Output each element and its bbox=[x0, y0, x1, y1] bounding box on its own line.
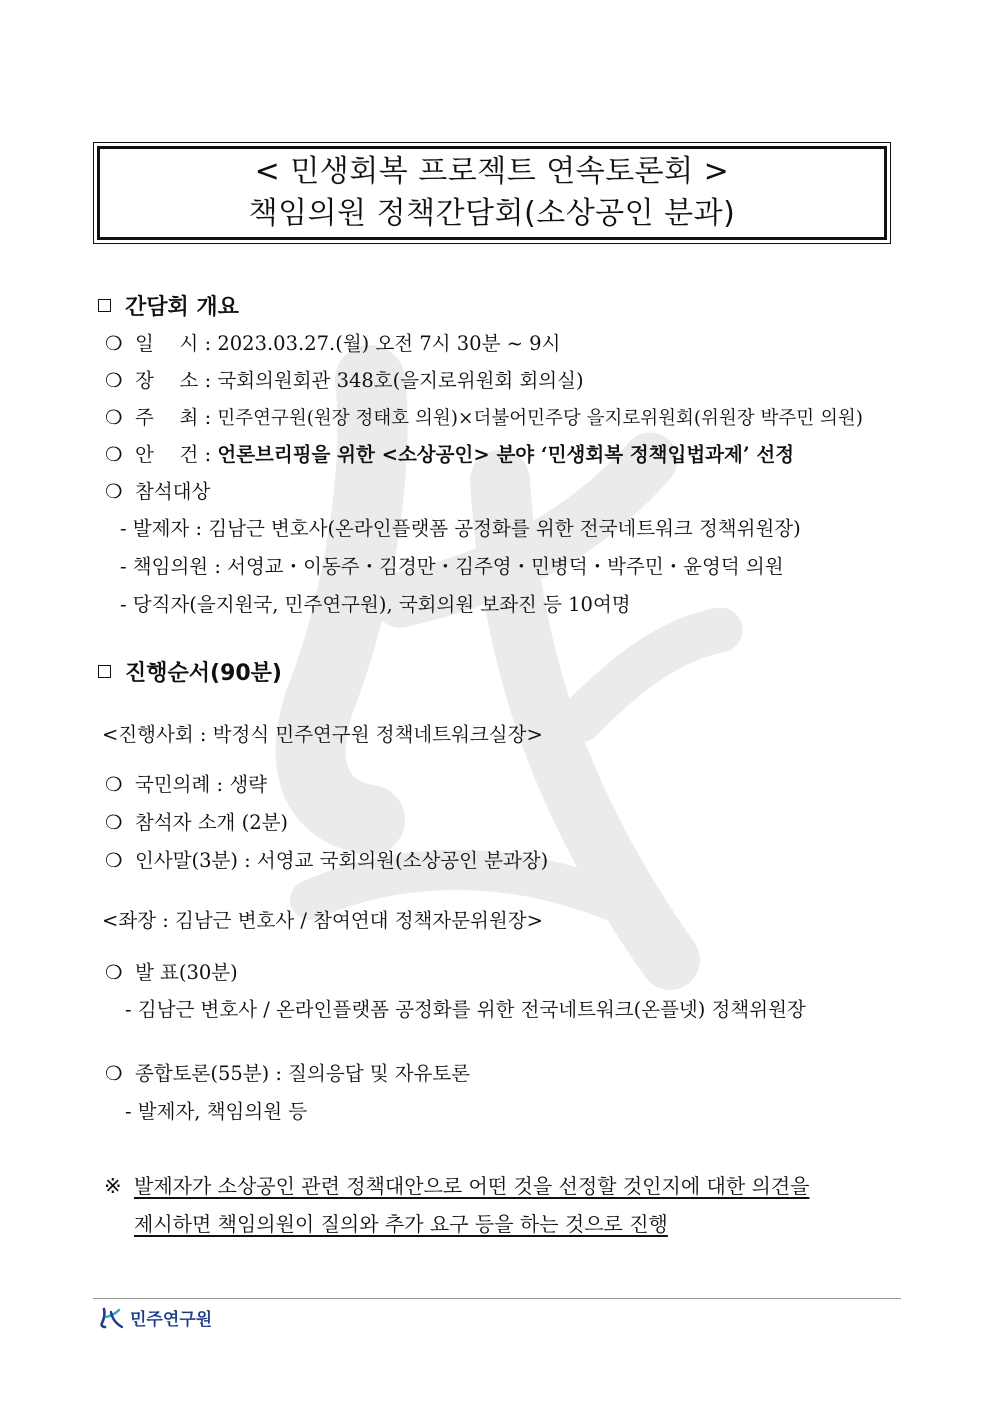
attendees-presenter: - 발제자 : 김남근 변호사(온라인플랫폼 공정화를 위한 전국네트워크 정책위원장) bbox=[120, 517, 801, 540]
attendees-lawmakers: - 책임의원 : 서영교・이동주・김경만・김주영・민병덕・박주민・윤영덕 의원 bbox=[120, 555, 784, 578]
note-line-1 bbox=[104, 1172, 809, 1200]
program-item-intro bbox=[105, 810, 288, 836]
note-mark: ※ bbox=[104, 1174, 122, 1198]
colon: : bbox=[204, 406, 212, 429]
org-name: 민주연구원 bbox=[130, 1310, 213, 1330]
circle-bullet-icon: ❍ bbox=[105, 332, 123, 355]
circle-bullet-icon: ❍ bbox=[105, 811, 123, 834]
colon: : bbox=[204, 332, 212, 355]
program-moderator: <진행사회 : 박정식 민주연구원 정책네트워크실장> bbox=[102, 723, 543, 746]
program-item-text: 인사말(3분) : 서영교 국회의원(소상공인 분과장) bbox=[135, 849, 549, 872]
date-value: 2023.03.27.(월) 오전 7시 30분 ~ 9시 bbox=[217, 332, 561, 355]
program-item-discussion bbox=[105, 1061, 470, 1087]
overview-host-row bbox=[105, 405, 863, 432]
title-line-1: < 민생회복 프로젝트 연속토론회 > bbox=[254, 154, 730, 189]
circle-bullet-icon: ❍ bbox=[105, 773, 123, 796]
circle-bullet-icon: ❍ bbox=[105, 849, 123, 872]
colon: : bbox=[204, 443, 212, 466]
program-item-text: 종합토론(55분) : 질의응답 및 자유토론 bbox=[135, 1062, 471, 1085]
note-text-2: 제시하면 책임의원이 질의와 추가 요구 등을 하는 것으로 진행 bbox=[134, 1212, 668, 1236]
place-value: 국회의원회관 348호(을지로위원회 회의실) bbox=[217, 369, 584, 392]
section-heading-program bbox=[98, 656, 282, 687]
org-logo-icon bbox=[100, 1307, 124, 1329]
title-line-2: 책임의원 정책간담회(소상공인 분과) bbox=[248, 196, 736, 231]
program-item-discussion-sub: - 발제자, 책임의원 등 bbox=[125, 1100, 308, 1123]
square-bullet-icon bbox=[98, 299, 111, 312]
footer-divider bbox=[93, 1298, 901, 1299]
circle-bullet-icon: ❍ bbox=[105, 1062, 123, 1085]
overview-attendees-row bbox=[105, 479, 210, 505]
host-value: 민주연구원(원장 정태호 의원)×더불어민주당 을지로위원회(위원장 박주민 의원) bbox=[217, 408, 864, 429]
section-heading-overview bbox=[98, 290, 239, 321]
square-bullet-icon bbox=[98, 665, 111, 678]
title-box bbox=[97, 146, 887, 240]
agenda-value: 언론브리핑을 위한 <소상공인> 분야 ‘민생회복 정책입법과제’ 선정 bbox=[217, 443, 795, 466]
overview-place-row bbox=[105, 368, 584, 394]
note-text-1: 발제자가 소상공인 관련 정책대안으로 어떤 것을 선정할 것인지에 대한 의견을 bbox=[134, 1174, 810, 1198]
program-item-presentation-sub: - 김남근 변호사 / 온라인플랫폼 공정화를 위한 전국네트워크(온플넷) 정책위원장 bbox=[125, 998, 806, 1021]
date-label: 일 시 bbox=[135, 332, 199, 355]
circle-bullet-icon: ❍ bbox=[105, 961, 123, 984]
program-item-text: 참석자 소개 (2분) bbox=[135, 811, 289, 834]
overview-date-row bbox=[105, 331, 560, 357]
note-line-2 bbox=[134, 1210, 668, 1238]
program-item-anthem bbox=[105, 772, 267, 798]
program-item-text: 발 표(30분) bbox=[135, 961, 238, 984]
program-item-presentation bbox=[105, 960, 238, 986]
place-label: 장 소 bbox=[135, 369, 199, 392]
section-heading-text: 간담회 개요 bbox=[125, 295, 239, 320]
program-chair: <좌장 : 김남근 변호사 / 참여연대 정책자문위원장> bbox=[102, 909, 543, 932]
host-label: 주 최 bbox=[135, 406, 199, 429]
circle-bullet-icon: ❍ bbox=[105, 443, 123, 466]
attendees-label: 참석대상 bbox=[135, 480, 211, 503]
overview-agenda-row bbox=[105, 442, 794, 468]
program-item-text: 국민의례 : 생략 bbox=[135, 773, 267, 796]
program-item-greeting bbox=[105, 848, 548, 874]
circle-bullet-icon: ❍ bbox=[105, 480, 123, 503]
attendees-others: - 당직자(을지원국, 민주연구원), 국회의원 보좌진 등 10여명 bbox=[120, 593, 631, 616]
circle-bullet-icon: ❍ bbox=[105, 369, 123, 392]
section-heading-text: 진행순서(90분) bbox=[125, 661, 282, 686]
circle-bullet-icon: ❍ bbox=[105, 406, 123, 429]
footer bbox=[100, 1305, 212, 1330]
colon: : bbox=[204, 369, 212, 392]
agenda-label: 안 건 bbox=[135, 443, 199, 466]
